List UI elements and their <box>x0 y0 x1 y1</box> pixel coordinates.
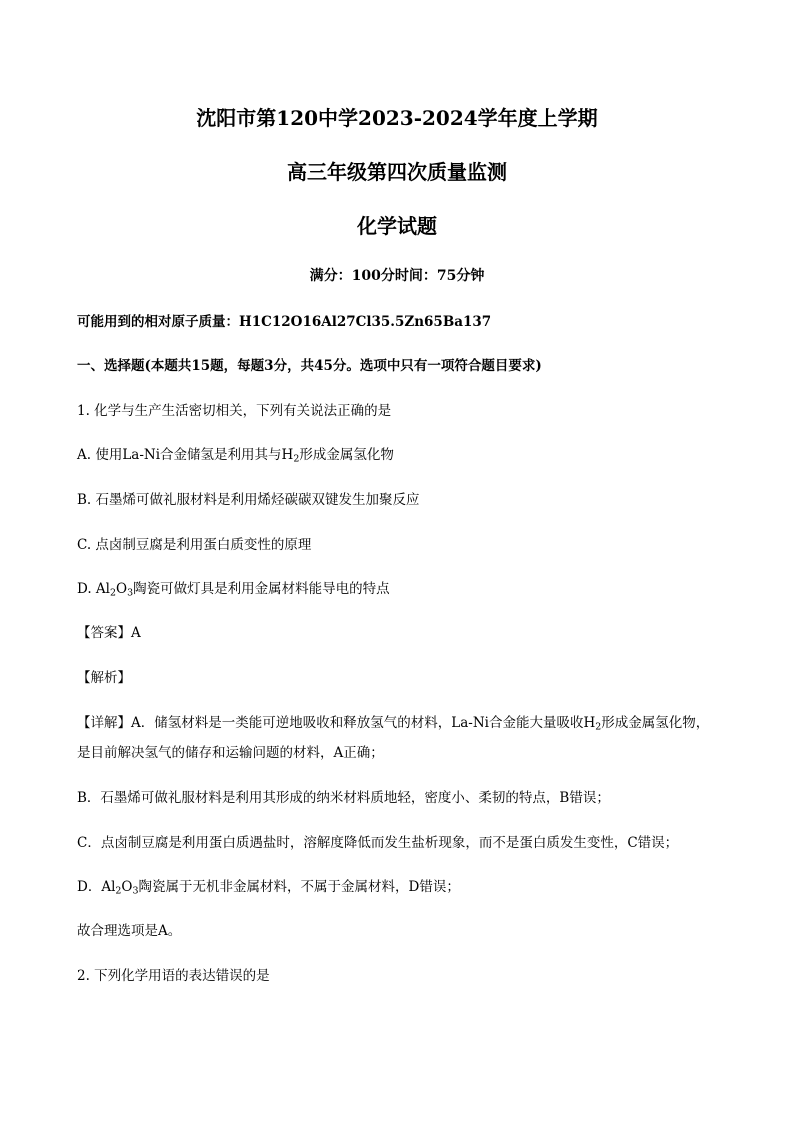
exam-subtitle: 高三年级第四次质量监测 <box>287 160 507 184</box>
section-heading: 一、选择题(本题共15题，每题3分，共45分。选项中只有一项符合题目要求) <box>77 358 542 374</box>
atomic-masses: 可能用到的相对原子质量：H1C12O16Al27Cl35.5Zn65Ba137 <box>77 314 492 330</box>
question-1-answer: 【答案】A <box>77 625 141 641</box>
exam-title: 沈阳市第120中学2023-2024学年度上学期 <box>196 106 598 130</box>
question-1-conclusion: 故合理选项是A。 <box>77 923 182 939</box>
question-1-option-a: A. 使用La-Ni合金储氢是利用其与$H_2$形成金属氢化物 <box>77 447 394 465</box>
question-1-option-b: B. 石墨烯可做礼服材料是利用烯烃碳碳双键发生加聚反应 <box>77 492 420 508</box>
subject-title: 化学试题 <box>357 214 437 238</box>
detail-a-line-1: 【详解】A．储氢材料是一类能可逆地吸收和释放氢气的材料，La-Ni合金能大量吸收$H_2$形成金属氢化物， <box>77 715 710 733</box>
detail-c: C．点卤制豆腐是利用蛋白质遇盐时，溶解度降低而发生盐析现象，而不是蛋白质发生变性，C错误； <box>77 835 679 851</box>
exam-meta: 满分：100分时间：75分钟 <box>309 268 485 284</box>
question-2-stem: 2. 下列化学用语的表达错误的是 <box>77 968 270 984</box>
detail-d: D．$Al_2O_3$陶瓷属于无机非金属材料，不属于金属材料，D错误； <box>77 879 460 897</box>
question-1-option-d: D. $Al_2O_3$陶瓷可做灯具是利用金属材料能导电的特点 <box>77 581 390 599</box>
detail-b: B．石墨烯可做礼服材料是利用其形成的纳米材料质地轻，密度小、柔韧的特点，B错误； <box>77 790 610 806</box>
question-1-analysis-label: 【解析】 <box>77 670 131 686</box>
question-1-option-c: C. 点卤制豆腐是利用蛋白质变性的原理 <box>77 537 312 553</box>
detail-a-line-2: 是目前解决氢气的储存和运输问题的材料，A正确； <box>77 745 384 761</box>
question-1-stem: 1. 化学与生产生活密切相关，下列有关说法正确的是 <box>77 403 392 419</box>
